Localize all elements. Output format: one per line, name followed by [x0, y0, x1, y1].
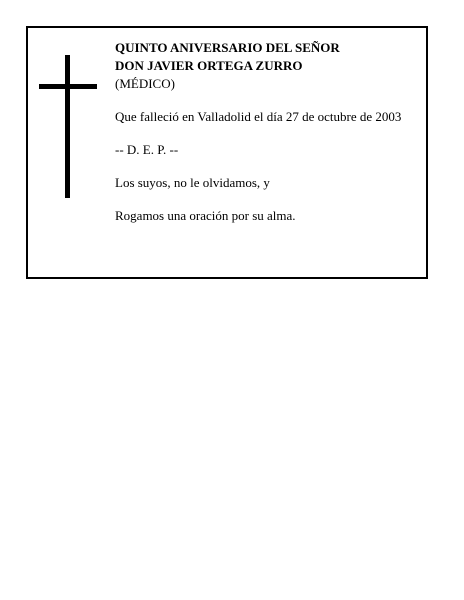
- dep-line: -- D. E. P. --: [115, 142, 179, 157]
- cross-icon: [65, 55, 70, 198]
- death-line: Que falleció en Valladolid el día 27 de octubre de 2003: [115, 109, 402, 124]
- cross-icon-crossbar: [39, 84, 97, 89]
- obituary-text: [115, 39, 425, 225]
- title-line-1: QUINTO ANIVERSARIO DEL SEÑOR: [115, 40, 340, 55]
- prayer-line: Rogamos una oración por su alma.: [115, 208, 296, 223]
- obituary-card: [26, 26, 428, 279]
- title-line-2: DON JAVIER ORTEGA ZURRO: [115, 58, 303, 73]
- profession: (MÉDICO): [115, 76, 175, 91]
- family-line: Los suyos, no le olvidamos, y: [115, 175, 270, 190]
